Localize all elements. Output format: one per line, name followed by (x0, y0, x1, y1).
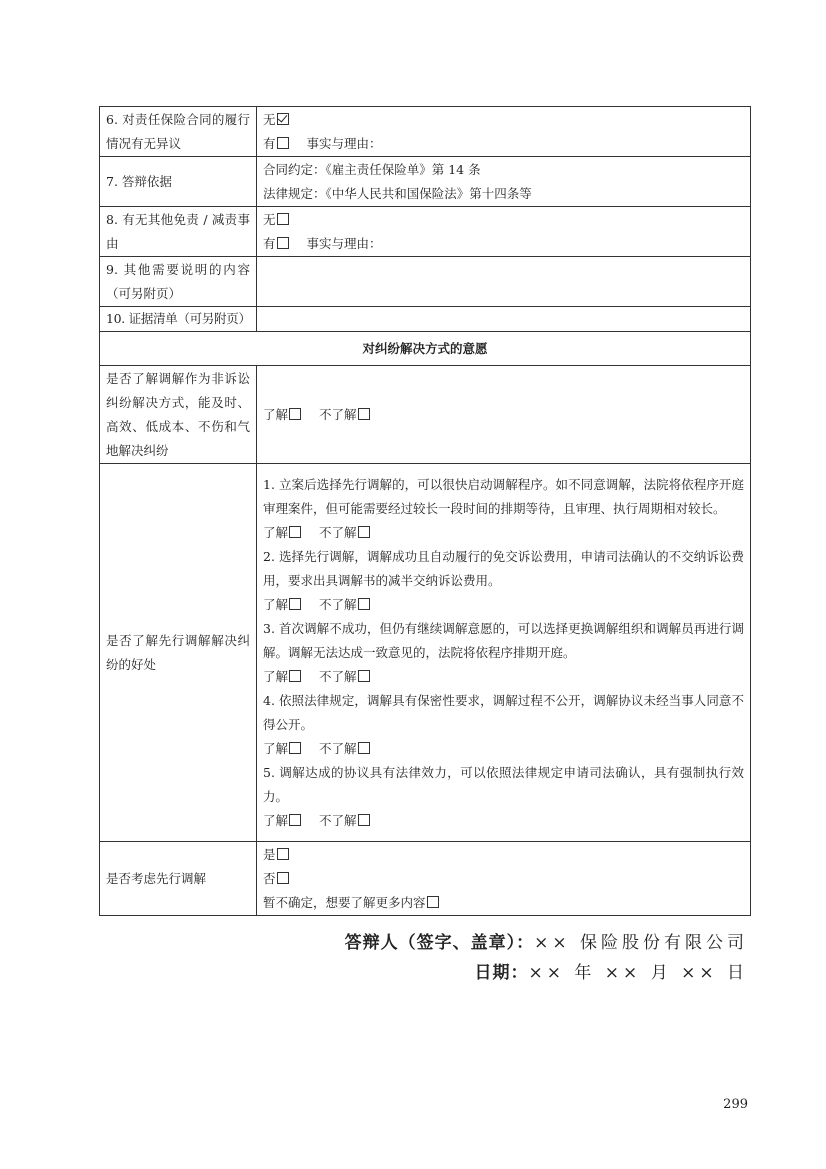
option-unsure-label: 暂不确定，想要了解更多内容 (263, 894, 426, 910)
respondent-label: 答辩人（签字、盖章）： (344, 933, 535, 953)
row-other-notes (100, 257, 751, 307)
checkbox-icon[interactable] (358, 408, 370, 420)
option-not-understand[interactable] (319, 813, 370, 828)
option-yes-label: 有 (263, 135, 276, 151)
option-yes[interactable] (263, 132, 744, 156)
row-label: 10. 证据清单（可另附页） (100, 307, 257, 332)
benefit-item-4-options (263, 737, 744, 761)
option-yes-label: 有 (263, 235, 276, 251)
checkbox-icon[interactable] (289, 742, 301, 754)
checkbox-icon[interactable] (277, 137, 289, 149)
checkbox-icon[interactable] (358, 598, 370, 610)
page-number: 299 (723, 1097, 748, 1112)
option-unsure[interactable] (263, 891, 744, 915)
benefit-item-4: 4. 依照法律规定，调解具有保密性要求，调解过程不公开，调解协议未经当事人同意不得公开。 (263, 692, 744, 732)
row-other-exemption (100, 207, 751, 257)
row-label: 8. 有无其他免责 / 减责事由 (100, 207, 257, 257)
checkbox-icon[interactable] (358, 814, 370, 826)
option-not-understand[interactable] (319, 597, 370, 612)
checkbox-icon[interactable] (427, 896, 439, 908)
option-none[interactable] (263, 108, 744, 132)
row-value (257, 366, 751, 464)
option-yes[interactable] (263, 232, 744, 256)
option-not-understand[interactable] (319, 741, 370, 756)
row-label: 7. 答辩依据 (100, 157, 257, 207)
row-value (257, 842, 751, 916)
checkbox-icon[interactable] (277, 872, 289, 884)
option-understand[interactable] (263, 813, 301, 828)
checkbox-icon[interactable] (358, 670, 370, 682)
option-understand[interactable] (263, 597, 301, 612)
option-none-label: 无 (263, 111, 276, 127)
benefit-item-5-options (263, 809, 744, 833)
not-understand-label: 不了解 (319, 596, 357, 612)
checkbox-icon[interactable] (289, 670, 301, 682)
benefit-item-1-options (263, 521, 744, 545)
option-no[interactable] (263, 867, 744, 891)
understand-label: 了解 (263, 524, 289, 540)
row-value (257, 207, 751, 257)
facts-label: 事实与理由： (306, 135, 382, 151)
contract-basis: 合同约定：《雇主责任保险单》第 14 条 (263, 161, 481, 177)
row-defense-basis (100, 157, 751, 207)
checkbox-icon[interactable] (289, 408, 301, 420)
benefit-item-1: 1. 立案后选择先行调解的，可以很快启动调解程序。如不同意调解，法院将依程序开庭审理案件，但可能需要经过较长一段时间的排期等待，且审理、执行周期相对较长。 (263, 476, 744, 516)
option-yes-label: 是 (263, 846, 276, 862)
date-label: 日期： (474, 963, 529, 983)
defense-form-table (99, 106, 751, 916)
option-understand[interactable] (263, 407, 301, 422)
checkbox-icon[interactable] (358, 742, 370, 754)
benefit-item-5: 5. 调解达成的协议具有法律效力，可以依照法律规定申请司法确认，具有强制执行效力。 (263, 764, 744, 804)
not-understand-label: 不了解 (319, 812, 357, 828)
option-understand[interactable] (263, 669, 301, 684)
respondent-value: ×× 保险股份有限公司 (534, 933, 748, 953)
evidence-field[interactable] (257, 307, 751, 332)
row-consider-mediation (100, 842, 751, 916)
row-label: 是否了解先行调解解决纠纷的好处 (100, 464, 257, 842)
row-mediation-benefits (100, 464, 751, 842)
checkbox-icon[interactable] (289, 526, 301, 538)
respondent-signature (345, 928, 748, 953)
row-value (257, 464, 751, 842)
notes-field[interactable] (257, 257, 751, 307)
understand-label: 了解 (263, 740, 289, 756)
understand-label: 了解 (263, 596, 289, 612)
checkbox-icon[interactable] (277, 848, 289, 860)
row-value (257, 157, 751, 207)
row-label: 9. 其他需要说明的内容（可另附页） (100, 257, 257, 307)
benefit-item-2: 2. 选择先行调解，调解成功且自动履行的免交诉讼费用，申请司法确认的不交纳诉讼费用，要求出具调解书的减半交纳诉讼费用。 (263, 548, 744, 588)
option-not-understand[interactable] (319, 669, 370, 684)
row-value (257, 107, 751, 157)
not-understand-label: 不了解 (319, 668, 357, 684)
benefit-item-3: 3. 首次调解不成功，但仍有继续调解意愿的，可以选择更换调解组织和调解员再进行调解。调解无法达成一致意见的，法院将依程序排期开庭。 (263, 620, 744, 660)
checkbox-icon[interactable] (277, 213, 289, 225)
not-understand-label: 不了解 (319, 406, 357, 422)
row-label: 6. 对责任保险合同的履行情况有无异议 (100, 107, 257, 157)
row-label: 是否了解调解作为非诉讼纠纷解决方式，能及时、高效、低成本、不伤和气地解决纠纷 (100, 366, 257, 464)
option-none[interactable] (263, 208, 744, 232)
facts-label: 事实与理由： (306, 235, 382, 251)
understand-label: 了解 (263, 812, 289, 828)
row-label: 是否考虑先行调解 (100, 842, 257, 916)
checkbox-icon[interactable] (277, 237, 289, 249)
benefit-item-3-options (263, 665, 744, 689)
option-understand[interactable] (263, 525, 301, 540)
understand-label: 了解 (263, 406, 289, 422)
row-know-mediation (100, 366, 751, 464)
option-none-label: 无 (263, 211, 276, 227)
checkbox-icon[interactable] (358, 526, 370, 538)
option-not-understand[interactable] (319, 407, 370, 422)
checkbox-icon[interactable] (289, 598, 301, 610)
row-contract-objection (100, 107, 751, 157)
row-evidence-list (100, 307, 751, 332)
signature-date (475, 958, 748, 983)
option-no-label: 否 (263, 870, 276, 886)
date-value: ×× 年 ×× 月 ×× 日 (528, 963, 748, 983)
law-basis: 法律规定：《中华人民共和国保险法》第十四条等 (263, 185, 532, 201)
understand-label: 了解 (263, 668, 289, 684)
checked-checkbox-icon[interactable] (277, 113, 289, 125)
option-understand[interactable] (263, 741, 301, 756)
checkbox-icon[interactable] (289, 814, 301, 826)
section-header-row (100, 332, 751, 366)
not-understand-label: 不了解 (319, 740, 357, 756)
option-yes[interactable] (263, 843, 744, 867)
section-title: 对纠纷解决方式的意愿 (100, 332, 751, 366)
option-not-understand[interactable] (319, 525, 370, 540)
not-understand-label: 不了解 (319, 524, 357, 540)
benefit-item-2-options (263, 593, 744, 617)
